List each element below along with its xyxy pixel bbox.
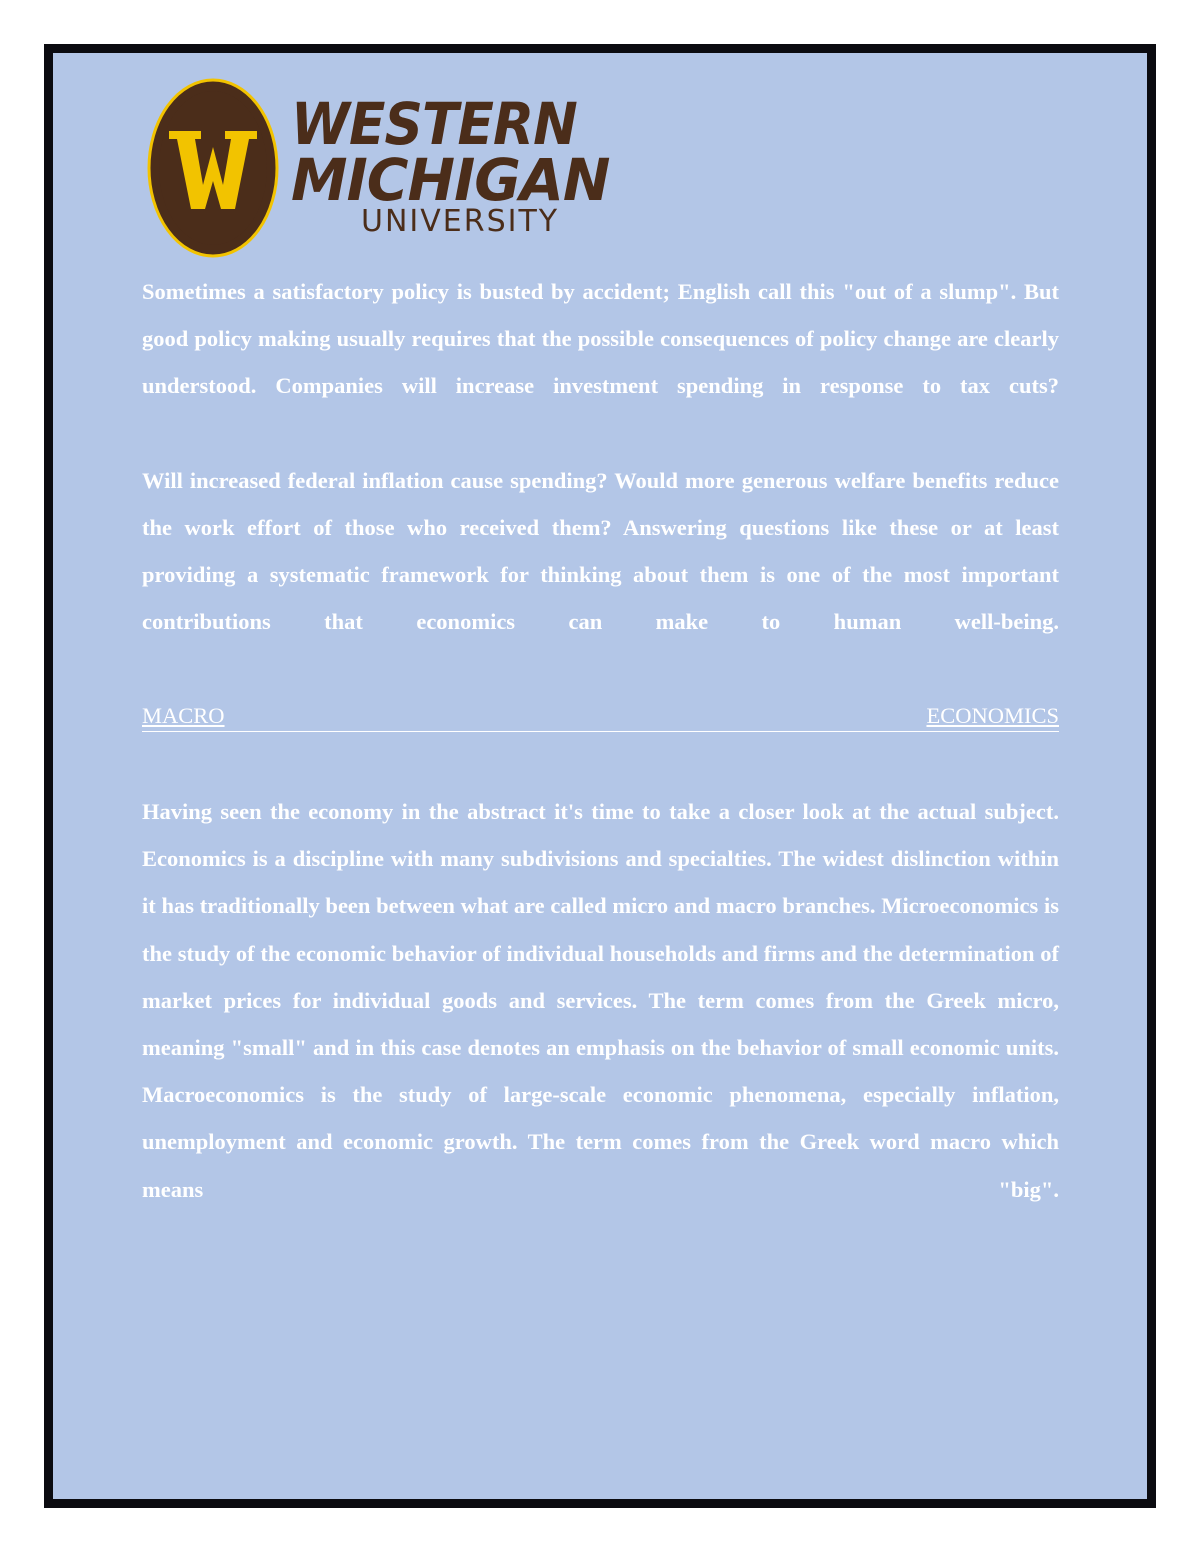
logo-line-western: WESTERN [291,90,577,158]
paragraph-spacer [142,410,1059,457]
paragraph-spacer [142,741,1059,788]
page-frame [44,44,1156,1508]
paragraph-2: Will increased federal inflation cause spending? Would more generous welfare benefits reduce the work effort of those who received them? Answering questions like these or at least providing a systematic framework for thinking about them is one of the most important contributions that economics can make to human well-being. [142,467,1059,635]
logo-w-seal-icon [145,73,285,263]
document-body [142,268,1059,1213]
paragraph-1: Sometimes a satisfactory policy is busted by accident; English call this "out of a slump". But good policy making usually requires that the possible consequences of policy change are clearly understood. Companies will increase investment spending in response to tax cuts? [142,279,1059,399]
paragraph-3: Having seen the economy in the abstract it's time to take a closer look at the actual subject. Economics is a discipline with many subdivisions and specialties. The widest dislinction within it has traditionally been between what are called micro and macro branches. Microeconomics is the study of the economic behavior of individual households and firms and the determination of market prices for individual goods and services. The term comes from the Greek micro, meaning "small" and in this case denotes an emphasis on the behavior of small economic units. Macroeconomics is the study of large-scale economic phenomena, especially inflation, unemployment and economic growth. The term comes from the Greek word macro which means "big". [142,798,1059,1202]
heading-left-word: MACRO [142,702,225,728]
university-logo [145,73,610,273]
paragraph-spacer [142,646,1059,693]
logo-line-university: UNIVERSITY [361,204,560,239]
logo-line-michigan: MICHIGAN [291,146,610,214]
section-heading [142,701,1059,732]
heading-right-word: ECONOMICS [926,702,1059,728]
logo-wordmark [291,90,616,239]
